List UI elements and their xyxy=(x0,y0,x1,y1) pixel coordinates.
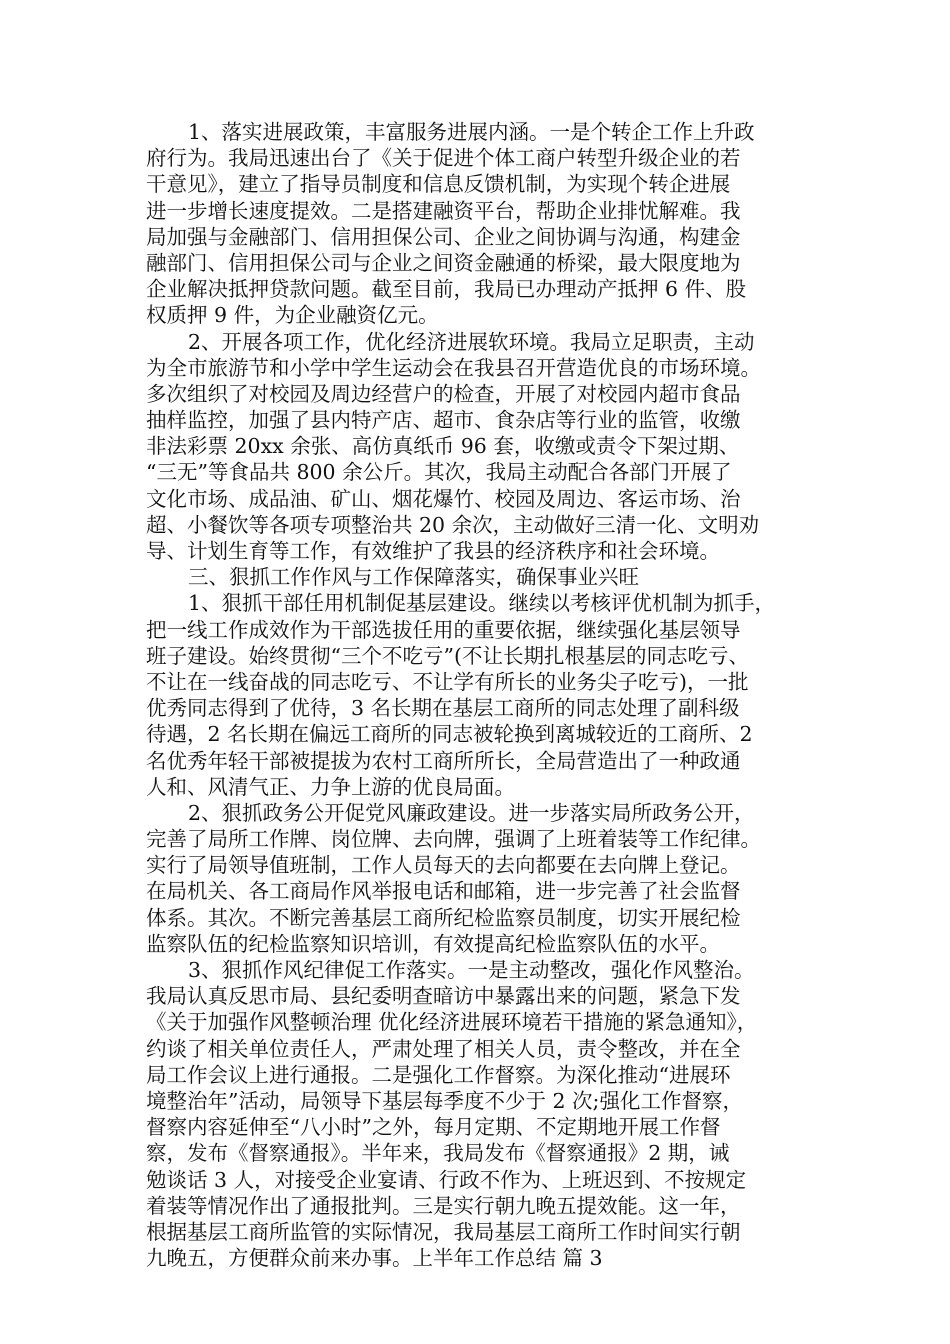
text-line: 察，发布《督察通报》。半年来，我局发布《督察通报》2 期，诫 xyxy=(146,1141,730,1166)
text-line: 督察内容延伸至“八小时”之外，每月定期、不定期地开展工作督 xyxy=(146,1115,721,1140)
text-line: 多次组织了对校园及周边经营户的检查，开展了对校园内超市食品 xyxy=(146,381,741,406)
text-line: 把一线工作成效作为干部选拔任用的重要依据，继续强化基层领导 xyxy=(146,617,741,642)
text-line: 导、计划生育等工作，有效维护了我县的经济秩序和社会环境。 xyxy=(146,539,720,563)
text-line: 2、开展各项工作，优化经济进展软环境。我局立足职责，主动 xyxy=(188,329,755,354)
text-line: 抽样监控，加强了县内特产店、超市、食杂店等行业的监管，收缴 xyxy=(146,408,741,433)
text-line: 人和、风清气正、力争上游的优良局面。 xyxy=(146,774,515,799)
text-line: 不让在一线奋战的同志吃亏、不让学有所长的业务尖子吃亏)，一批 xyxy=(146,669,749,694)
text-line: 监察队伍的纪检监察知识培训，有效提高纪检监察队伍的水平。 xyxy=(146,931,720,956)
text-line: 1、落实进展政策，丰富服务进展内涵。一是个转企工作上升政 xyxy=(188,120,755,144)
text-line: 着装等情况作出了通报批判。三是实行朝九晚五提效能。这一年， xyxy=(146,1193,741,1218)
text-line: 勉谈话 3 人，对接受企业宴请、行政不作为、上班迟到、不按规定 xyxy=(146,1167,747,1192)
text-line: 体系。其次。不断完善基层工商所纪检监察员制度，切实开展纪检 xyxy=(146,905,741,930)
text-line: “三无”等食品共 800 余公斤。其次，我局主动配合各部门开展了 xyxy=(146,460,732,485)
text-line: 进一步增长速度提效。二是搭建融资平台，帮助企业排忧解难。我 xyxy=(146,198,741,223)
text-line: 根据基层工商所监管的实际情况，我局基层工商所工作时间实行朝 xyxy=(146,1219,741,1244)
text-line: 名优秀年轻干部被提拔为农村工商所所长，全局营造出了一种政通 xyxy=(146,748,741,773)
text-line: 实行了局领导值班制，工作人员每天的去向都要在去向牌上登记。 xyxy=(146,853,741,878)
text-line: 优秀同志得到了优待，3 名长期在基层工商所的同志处理了副科级 xyxy=(146,696,740,721)
text-line: 《关于加强作风整顿治理 优化经济进展环境若干措施的紧急通知》， xyxy=(146,1010,758,1035)
text-line: 境整治年”活动，局领导下基层每季度不少于 2 次;强化工作督察， xyxy=(146,1088,743,1113)
text-line: 完善了局所工作牌、岗位牌、去向牌，强调了上班着装等工作纪律。 xyxy=(146,827,761,852)
text-line: 我局认真反思市局、县纪委明查暗访中暴露出来的问题，紧急下发 xyxy=(146,984,741,1009)
text-line: 文化市场、成品油、矿山、烟花爆竹、校园及周边、客运市场、治 xyxy=(146,486,741,511)
text-line: 局工作会议上进行通报。二是强化工作督察。为深化推动“进展环 xyxy=(146,1062,731,1087)
text-line: 企业解决抵押贷款问题。截至目前，我局已办理动产抵押 6 件、股 xyxy=(146,277,747,302)
text-line: 为全市旅游节和小学中学生运动会在我县召开营造优良的市场环境。 xyxy=(146,355,761,380)
text-line: 干意见》，建立了指导员制度和信息反馈机制，为实现个转企进展 xyxy=(146,172,731,197)
text-line: 非法彩票 20xx 余张、高仿真纸币 96 套，收缴或责令下架过期、 xyxy=(146,434,740,459)
text-line: 待遇，2 名长期在偏远工商所的同志被轮换到离城较近的工商所、2 xyxy=(146,722,753,747)
text-line: 1、狠抓干部任用机制促基层建设。继续以考核评优机制为抓手， xyxy=(188,591,776,616)
text-line: 在局机关、各工商局作风举报电话和邮箱，进一步完善了社会监督 xyxy=(146,879,741,904)
text-line: 权质押 9 件，为企业融资亿元。 xyxy=(146,303,439,328)
text-line: 府行为。我局迅速出台了《关于促进个体工商户转型升级企业的若 xyxy=(146,146,741,171)
text-line: 局加强与金融部门、信用担保公司、企业之间协调与沟通，构建金 xyxy=(146,224,741,249)
text-line: 班子建设。始终贯彻“三个不吃亏”(不让长期扎根基层的同志吃亏、 xyxy=(146,643,749,668)
text-line: 3、狠抓作风纪律促工作落实。一是主动整改，强化作风整治。 xyxy=(188,958,755,982)
text-line: 超、小餐饮等各项专项整治共 20 余次，主动做好三清一化、文明劝 xyxy=(146,512,760,537)
document-page xyxy=(146,119,806,1271)
text-line: 三、狠抓工作作风与工作保障落实，确保事业兴旺 xyxy=(188,565,639,590)
text-line: 九晚五，方便群众前来办事。上半年工作总结 篇 3 xyxy=(146,1246,603,1271)
text-line: 2、狠抓政务公开促党风廉政建设。进一步落实局所政务公开， xyxy=(188,800,755,825)
text-line: 融部门、信用担保公司与企业之间资金融通的桥梁，最大限度地为 xyxy=(146,250,741,275)
text-line: 约谈了相关单位责任人，严肃处理了相关人员，责令整改，并在全 xyxy=(146,1036,741,1061)
